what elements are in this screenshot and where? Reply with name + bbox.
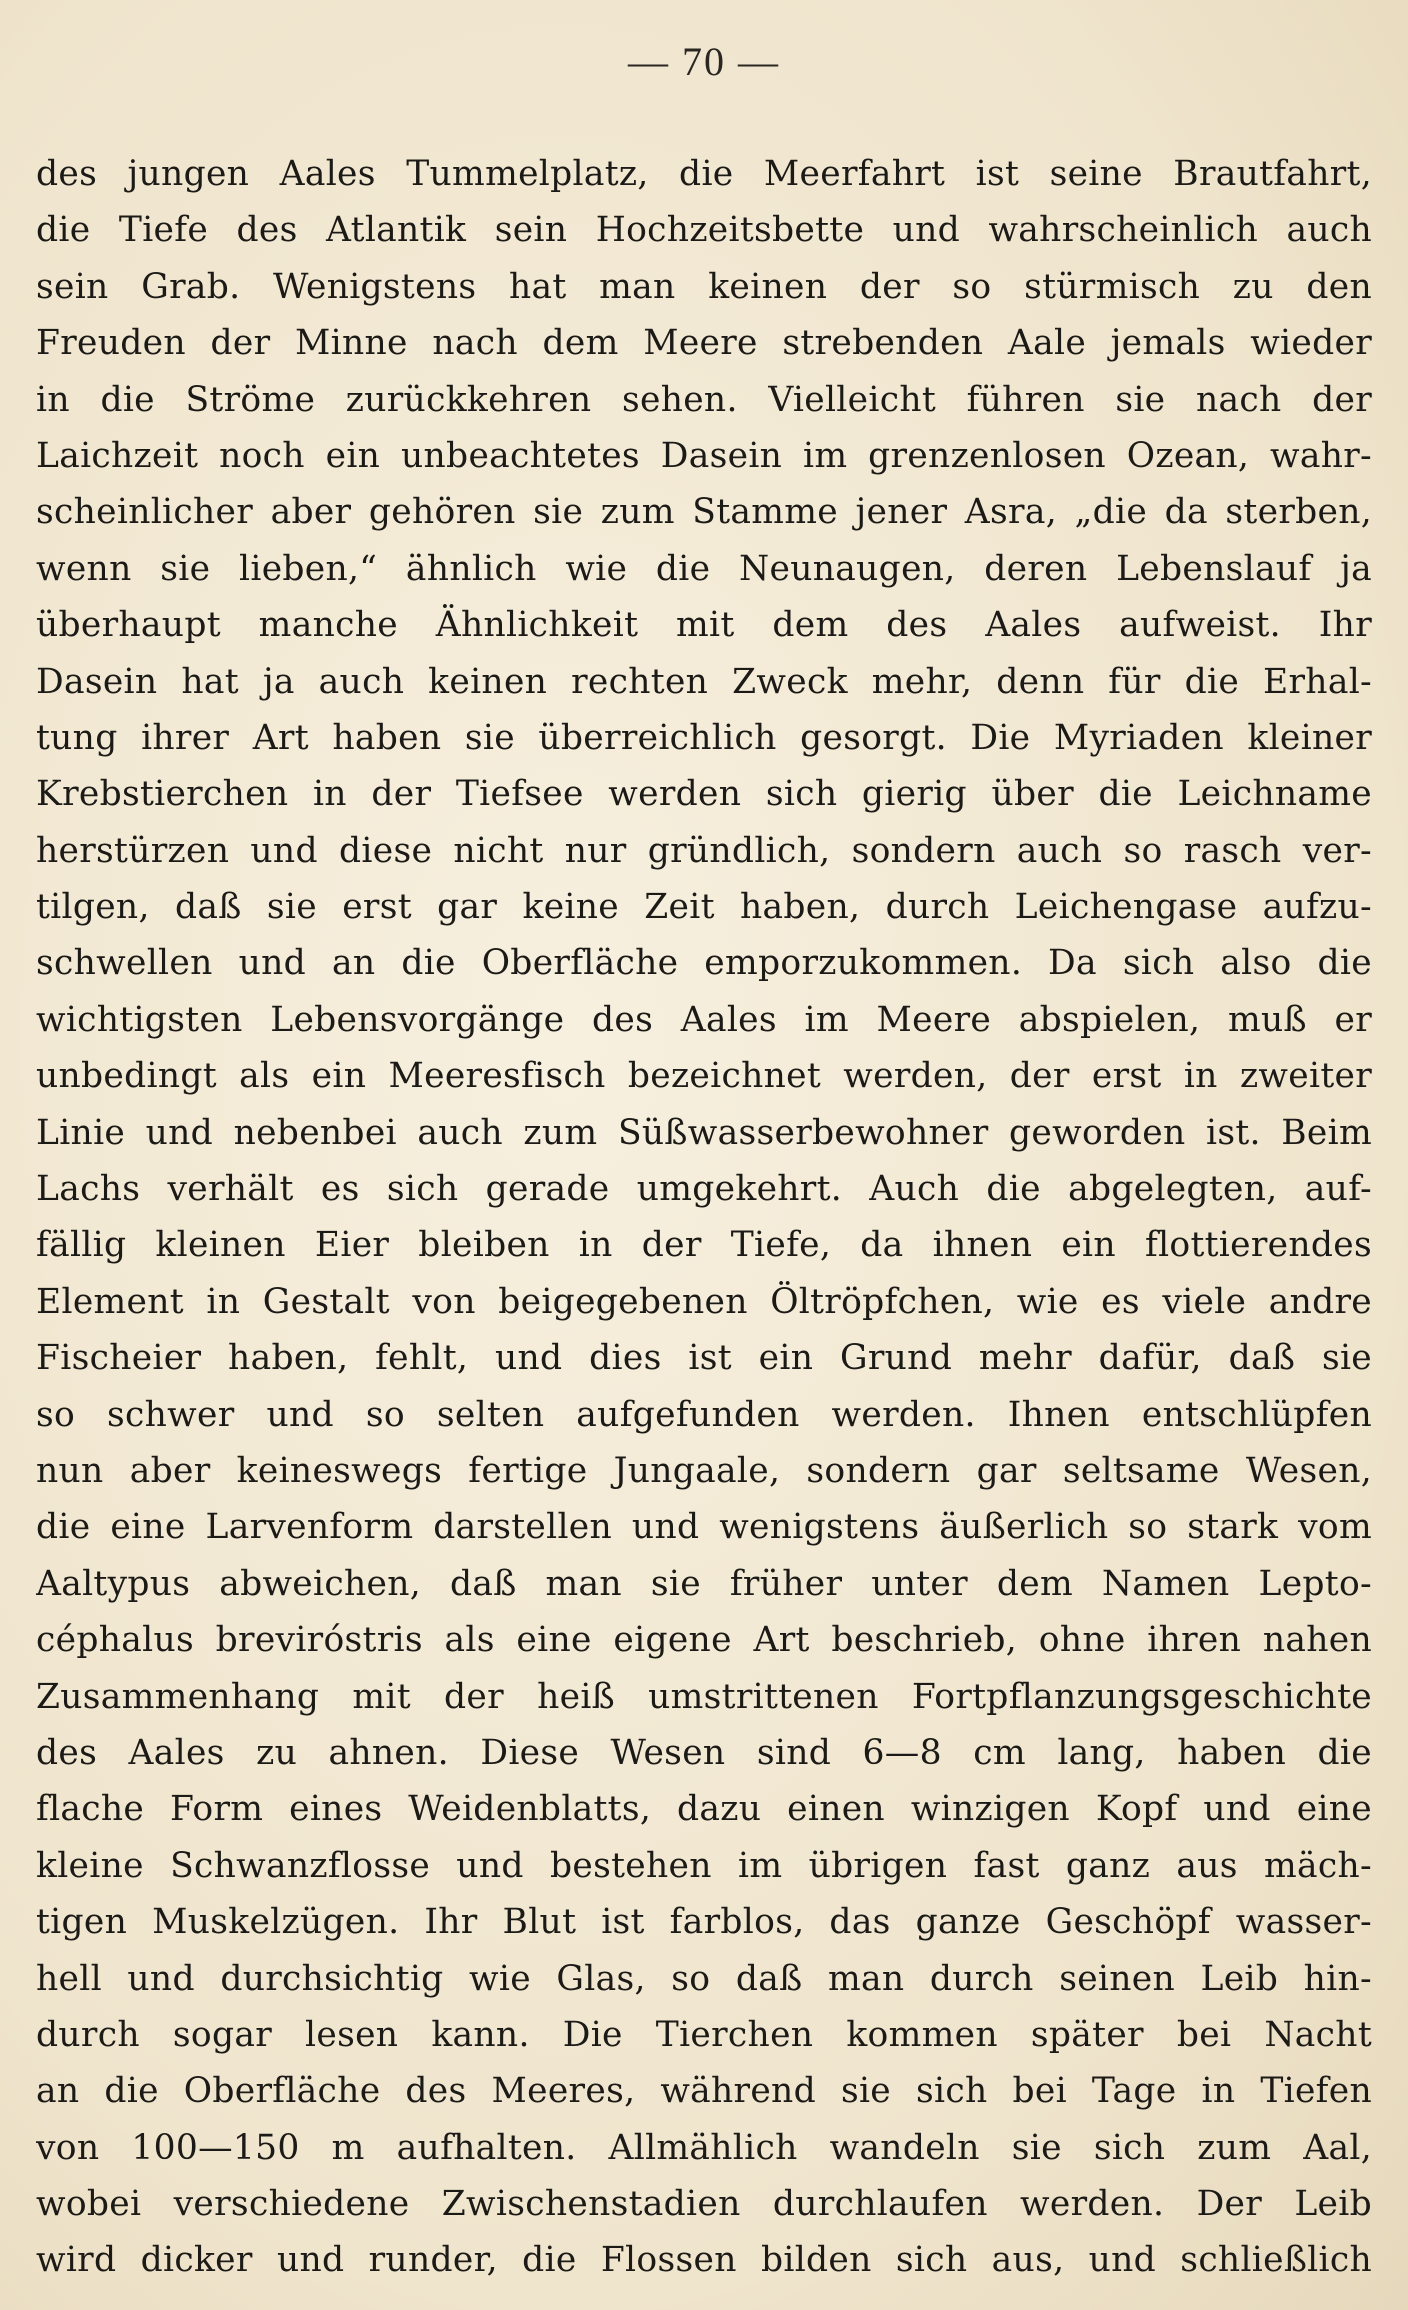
- text-line: tigen Muskelzügen. Ihr Blut ist farblos, das ganze Geschöpf wasser-: [36, 1902, 1372, 1943]
- text-line: Linie und nebenbei auch zum Süßwasserbewohner geworden ist. Beim: [36, 1112, 1372, 1153]
- text-line: wird dicker und runder, die Flossen bilden sich aus, und schließlich: [36, 2240, 1372, 2281]
- text-line: schwellen und an die Oberfläche emporzukommen. Da sich also die: [36, 943, 1372, 984]
- text-line: flache Form eines Weidenblatts, dazu einen winzigen Kopf und eine: [36, 1789, 1372, 1830]
- text-line: die eine Larvenform darstellen und wenigstens äußerlich so stark vom: [36, 1507, 1372, 1548]
- text-line: tilgen, daß sie erst gar keine Zeit haben, durch Leichengase aufzu-: [36, 887, 1372, 928]
- text-line: céphalus breviróstris als eine eigene Art beschrieb, ohne ihren nahen: [36, 1620, 1372, 1661]
- text-line: Krebstierchen in der Tiefsee werden sich gierig über die Leichname: [36, 774, 1372, 815]
- text-line: tung ihrer Art haben sie überreichlich gesorgt. Die Myriaden kleiner: [36, 717, 1372, 758]
- text-line: Lachs verhält es sich gerade umgekehrt. Auch die abgelegten, auf-: [36, 1169, 1372, 1210]
- text-line: an die Oberfläche des Meeres, während sie sich bei Tage in Tiefen: [36, 2071, 1372, 2112]
- text-line: kleine Schwanzflosse und bestehen im übrigen fast ganz aus mäch-: [36, 1845, 1372, 1886]
- text-line: fällig kleinen Eier bleiben in der Tiefe, da ihnen ein flottierendes: [36, 1225, 1372, 1266]
- text-line: so schwer und so selten aufgefunden werden. Ihnen entschlüpfen: [36, 1394, 1372, 1435]
- text-line: des Aales zu ahnen. Diese Wesen sind 6—8 cm lang, haben die: [36, 1732, 1372, 1773]
- text-line: Laichzeit noch ein unbeachtetes Dasein im grenzenlosen Ozean, wahr-: [36, 435, 1372, 476]
- text-line: Zusammenhang mit der heiß umstrittenen Fortpflanzungsgeschichte: [36, 1676, 1372, 1717]
- text-line: unbedingt als ein Meeresfisch bezeichnet werden, der erst in zweiter: [36, 1056, 1372, 1097]
- text-line: herstürzen und diese nicht nur gründlich, sondern auch so rasch ver-: [36, 830, 1372, 871]
- text-line: wichtigsten Lebensvorgänge des Aales im Meere abspielen, muß er: [36, 999, 1372, 1040]
- text-line: wobei verschiedene Zwischenstadien durchlaufen werden. Der Leib: [36, 2184, 1372, 2225]
- page-number: — 70 —: [628, 39, 780, 84]
- text-line: von 100—150 m aufhalten. Allmählich wandeln sie sich zum Aal,: [36, 2127, 1372, 2168]
- text-line: in die Ströme zurückkehren sehen. Vielleicht führen sie nach der: [36, 379, 1372, 420]
- text-line: Fischeier haben, fehlt, und dies ist ein Grund mehr dafür, daß sie: [36, 1338, 1372, 1379]
- text-line: hell und durchsichtig wie Glas, so daß man durch seinen Leib hin-: [36, 1958, 1372, 1999]
- text-line: des jungen Aales Tummelplatz, die Meerfahrt ist seine Brautfahrt,: [36, 154, 1372, 194]
- text-line: durch sogar lesen kann. Die Tierchen kommen später bei Nacht: [36, 2014, 1372, 2055]
- text-line: wenn sie lieben,“ ähnlich wie die Neunaugen, deren Lebenslauf ja: [36, 548, 1372, 589]
- text-line: Element in Gestalt von beigegebenen Öltröpfchen, wie es viele andre: [36, 1281, 1372, 1322]
- text-line: scheinlicher aber gehören sie zum Stamme jener Asra, „die da sterben,: [36, 492, 1372, 533]
- text-line: Dasein hat ja auch keinen rechten Zweck mehr, denn für die Erhal-: [36, 661, 1372, 702]
- text-line: nun aber keineswegs fertige Jungaale, sondern gar seltsame Wesen,: [36, 1450, 1372, 1491]
- text-line: die Tiefe des Atlantik sein Hochzeitsbette und wahrscheinlich auch: [36, 210, 1372, 251]
- body-text: [36, 146, 1372, 2289]
- text-line: Aaltypus abweichen, daß man sie früher unter dem Namen Lepto-: [36, 1563, 1372, 1604]
- text-line: sein Grab. Wenigstens hat man keinen der so stürmisch zu den: [36, 266, 1372, 307]
- text-line: Freuden der Minne nach dem Meere strebenden Aale jemals wieder: [36, 323, 1372, 364]
- text-line: überhaupt manche Ähnlichkeit mit dem des Aales aufweist. Ihr: [36, 605, 1372, 646]
